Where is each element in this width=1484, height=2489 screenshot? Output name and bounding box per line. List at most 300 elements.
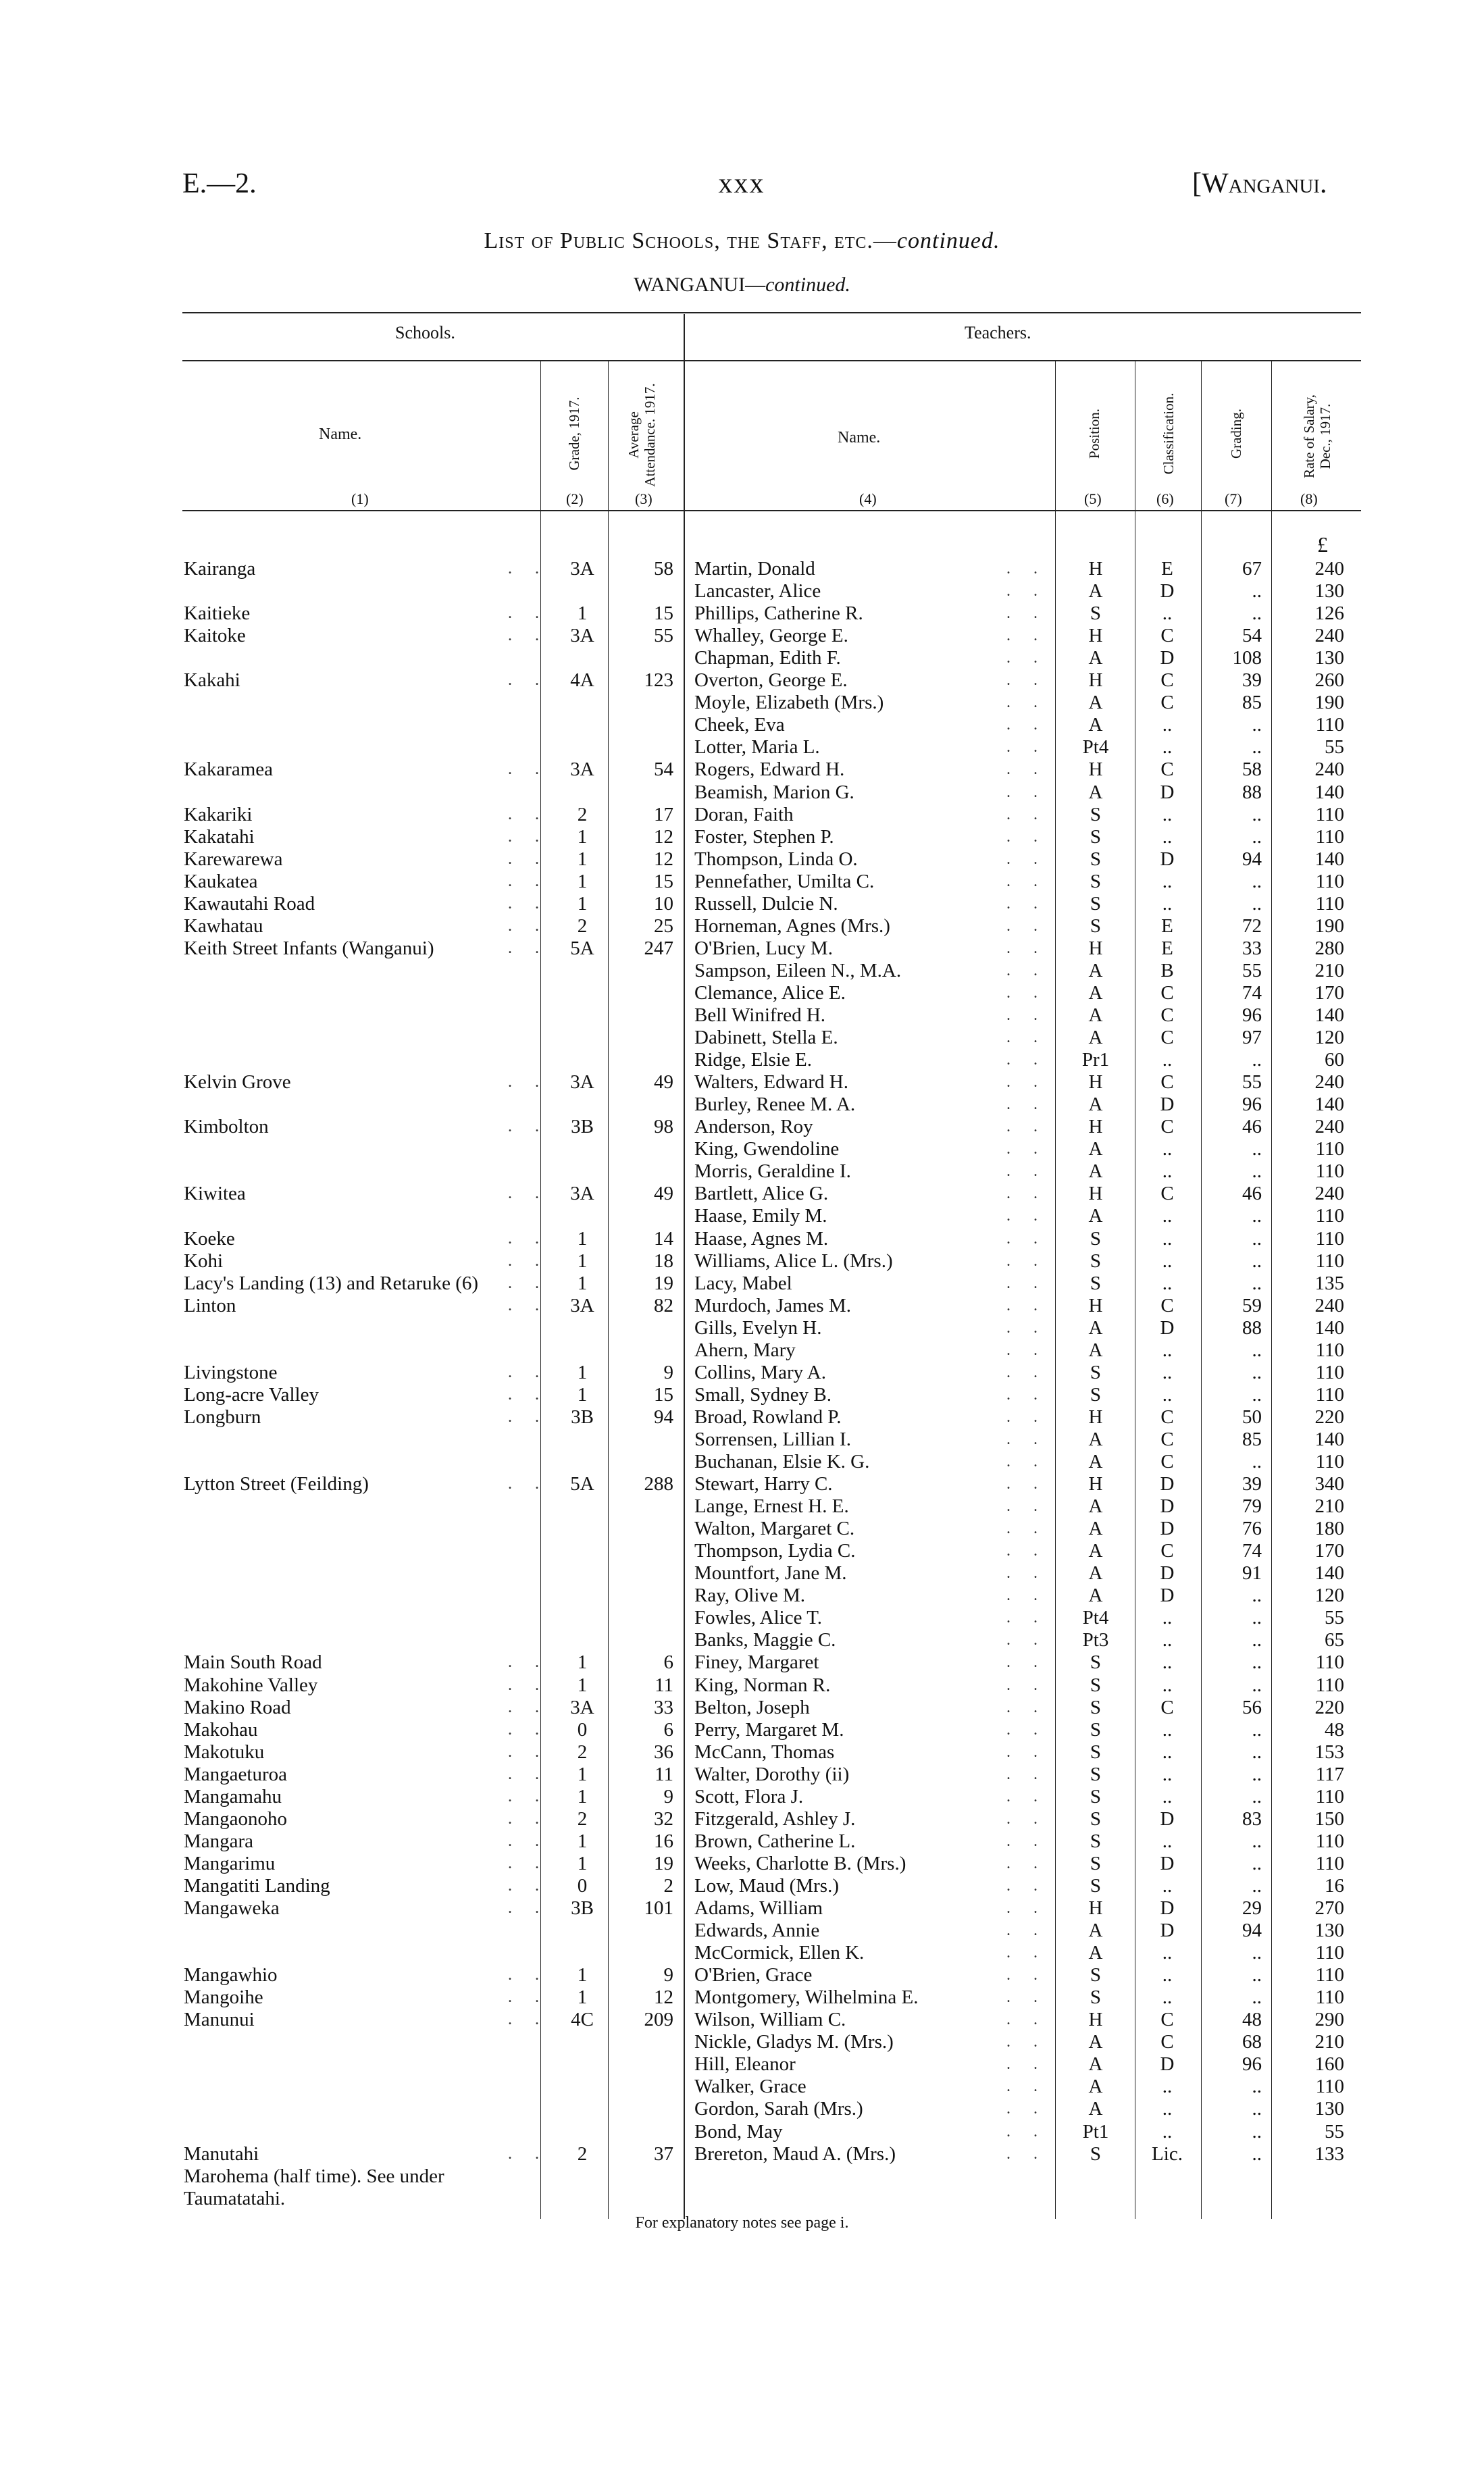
position-cell: A [1088, 1451, 1103, 1472]
teacher-name-cell: Lacy, Mabel [694, 1272, 792, 1294]
dot-leader: . . [1006, 2100, 1047, 2118]
salary-cell: 110 [1315, 892, 1344, 915]
table-row [0, 1629, 1484, 1651]
grading-cell: .. [1252, 1607, 1262, 1629]
teacher-name-cell: Bartlett, Alice G. [694, 1183, 829, 1205]
school-name-cell: Mangara [184, 1830, 254, 1852]
attendance-cell: 55 [654, 625, 673, 647]
dot-leader: . . [1006, 894, 1047, 913]
dot-leader: . . [508, 671, 548, 690]
school-name-cell: Long-acre Valley [184, 1383, 319, 1406]
salary-cell: 110 [1315, 1785, 1344, 1807]
table-row [0, 1473, 1484, 1495]
school-name-cell: Mangoihe [184, 1986, 263, 2009]
grade-cell: 3A [570, 759, 594, 781]
school-name-cell: Mangamahu [184, 1785, 282, 1807]
dot-leader: . . [508, 1743, 548, 1761]
school-name-cell: Taumatatahi. [184, 2187, 286, 2209]
salary-cell: 140 [1314, 781, 1344, 803]
dot-leader: . . [508, 894, 548, 913]
classification-cell: .. [1162, 1629, 1173, 1651]
grade-cell: 2 [577, 803, 588, 825]
position-cell: S [1090, 892, 1102, 915]
dot-leader: . . [508, 1229, 548, 1248]
teacher-name-cell: Russell, Dulcie N. [694, 892, 838, 915]
teacher-name-cell: McCormick, Ellen K. [694, 1942, 865, 1964]
dot-leader: . . [508, 560, 548, 578]
position-cell: H [1088, 625, 1103, 647]
dot-leader: . . [1006, 1296, 1047, 1314]
school-name-cell: Mangaweka [184, 1897, 280, 1919]
position-cell: A [1088, 1160, 1103, 1183]
dot-leader: . . [1006, 1029, 1047, 1047]
classification-cell: C [1160, 625, 1174, 647]
attendance-cell: 36 [654, 1741, 673, 1763]
position-cell: A [1088, 959, 1103, 981]
grade-cell: 3A [570, 625, 594, 647]
grade-cell: 1 [577, 1361, 588, 1383]
position-cell: S [1090, 915, 1102, 937]
table-row [0, 2143, 1484, 2165]
salary-cell: 110 [1315, 2076, 1344, 2098]
grading-cell: .. [1252, 1339, 1262, 1361]
position-cell: S [1090, 1383, 1102, 1406]
salary-cell: 135 [1314, 1272, 1344, 1294]
position-cell: S [1090, 1741, 1102, 1763]
teacher-name-cell: Weeks, Charlotte B. (Mrs.) [694, 1852, 906, 1874]
salary-cell: 110 [1315, 1361, 1344, 1383]
column-number-7: (7) [1225, 490, 1242, 507]
position-cell: Pt1 [1082, 2120, 1109, 2142]
table-row [0, 1295, 1484, 1317]
school-name-cell: Makotuku [184, 1741, 265, 1763]
position-cell: S [1090, 848, 1102, 870]
classification-cell: .. [1162, 1227, 1173, 1250]
grade-cell: 1 [577, 1272, 588, 1294]
classification-cell: .. [1162, 1785, 1173, 1807]
salary-cell: 120 [1314, 1027, 1344, 1049]
table-row [0, 1897, 1484, 1920]
classification-cell: D [1160, 1920, 1175, 1942]
salary-cell: 240 [1314, 625, 1344, 647]
classification-cell: .. [1162, 1674, 1173, 1696]
table-row [0, 1362, 1484, 1384]
dot-leader: . . [1006, 872, 1047, 890]
position-cell: S [1090, 2142, 1102, 2165]
position-cell: A [1088, 781, 1103, 803]
dot-leader: . . [1006, 1966, 1047, 1984]
school-name-cell: Livingstone [184, 1361, 278, 1383]
grade-cell: 1 [577, 1674, 588, 1696]
attendance-cell: 11 [655, 1763, 673, 1785]
dot-leader: . . [1006, 1988, 1047, 2007]
attendance-cell: 14 [654, 1227, 673, 1250]
dot-leader: . . [508, 2145, 548, 2163]
attendance-cell: 16 [654, 1830, 673, 1852]
school-name-header: Name. [319, 426, 362, 443]
column-number-5: (5) [1084, 490, 1102, 507]
grade-cell: 1 [577, 1227, 588, 1250]
grading-cell: .. [1252, 1942, 1262, 1964]
table-row [0, 1986, 1484, 2009]
dot-leader: . . [508, 761, 548, 779]
position-cell: S [1090, 1272, 1102, 1294]
teacher-name-cell: Banks, Maggie C. [694, 1629, 836, 1651]
teacher-name-cell: Clemance, Alice E. [694, 981, 846, 1004]
grade-cell: 1 [577, 892, 588, 915]
classification-cell: .. [1162, 870, 1173, 892]
classification-cell: C [1160, 759, 1174, 781]
page-number: E.—2. [182, 168, 257, 199]
classification-cell: D [1160, 1316, 1175, 1339]
classification-cell: E [1161, 937, 1173, 959]
grading-cell: .. [1252, 1451, 1262, 1472]
grading-cell: 46 [1242, 1116, 1262, 1138]
table-row [0, 669, 1484, 692]
grading-cell: 59 [1242, 1294, 1262, 1316]
school-name-cell: Kakariki [184, 803, 253, 825]
classification-cell: D [1160, 647, 1175, 669]
dot-leader: . . [1006, 1229, 1047, 1248]
grade-cell: 1 [577, 1785, 588, 1807]
grading-cell: .. [1252, 1785, 1262, 1807]
dot-leader: . . [1006, 917, 1047, 935]
classification-cell: C [1160, 1696, 1174, 1718]
classification-cell: C [1160, 2031, 1174, 2053]
salary-cell: 160 [1314, 2053, 1344, 2076]
teacher-name-header: Name. [838, 429, 881, 446]
table-top-rule [182, 312, 1361, 313]
dot-leader: . . [1006, 1430, 1047, 1448]
salary-cell: 240 [1314, 759, 1344, 781]
grade-cell: 1 [577, 870, 588, 892]
school-name-cell: Makohine Valley [184, 1674, 318, 1696]
teacher-name-cell: Gordon, Sarah (Mrs.) [694, 2098, 863, 2120]
dot-leader: . . [1006, 1073, 1047, 1092]
grading-cell: .. [1252, 1964, 1262, 1986]
grade-cell: 4C [571, 2009, 594, 2031]
dot-leader: . . [508, 627, 548, 645]
grade-cell: 1 [577, 1763, 588, 1785]
salary-cell: 170 [1314, 1540, 1344, 1562]
salary-cell: 140 [1314, 1004, 1344, 1026]
table-row [0, 1138, 1484, 1160]
school-name-cell: Kohi [184, 1250, 223, 1272]
teacher-name-cell: Bond, May [694, 2120, 783, 2142]
salary-cell: 140 [1314, 1428, 1344, 1450]
school-name-cell: Kakatahi [184, 825, 255, 848]
school-name-cell: Kimbolton [184, 1116, 269, 1138]
grading-cell: .. [1252, 825, 1262, 848]
salary-cell: 110 [1315, 1205, 1344, 1227]
dot-leader: . . [1006, 1876, 1047, 1895]
table-row [0, 1942, 1484, 1964]
table-row [0, 1049, 1484, 1071]
classification-cell: C [1160, 1540, 1174, 1562]
dot-leader: . . [1006, 649, 1047, 667]
classification-cell: Lic. [1152, 2142, 1183, 2165]
table-row [0, 1964, 1484, 1986]
school-name-cell: Mangaonoho [184, 1807, 288, 1830]
dot-leader: . . [1006, 1162, 1047, 1181]
table-row [0, 1830, 1484, 1853]
position-cell: A [1088, 580, 1103, 602]
teacher-name-cell: Foster, Stephen P. [694, 825, 834, 848]
table-row [0, 2165, 1484, 2188]
attendance-cell: 32 [654, 1807, 673, 1830]
table-row [0, 1160, 1484, 1183]
dot-leader: . . [1006, 582, 1047, 600]
position-cell: A [1088, 1518, 1103, 1540]
table-row [0, 1764, 1484, 1786]
dot-leader: . . [508, 917, 548, 935]
dot-leader: . . [508, 605, 548, 623]
teacher-name-cell: Walters, Edward H. [694, 1071, 848, 1094]
column-number-4: (4) [859, 490, 877, 507]
classification-cell: .. [1162, 1874, 1173, 1897]
teacher-name-cell: Chapman, Edith F. [694, 647, 841, 669]
attendance-cell: 37 [654, 2142, 673, 2165]
teacher-name-cell: Fowles, Alice T. [694, 1607, 823, 1629]
attendance-cell: 49 [654, 1183, 673, 1205]
classification-cell: C [1160, 1406, 1174, 1428]
table-row [0, 1094, 1484, 1116]
salary-cell: 290 [1314, 2009, 1344, 2031]
grading-cell: 91 [1242, 1562, 1262, 1585]
currency-symbol: £ [1317, 532, 1328, 557]
position-cell: S [1090, 1696, 1102, 1718]
dot-leader: . . [508, 1252, 548, 1270]
teacher-name-cell: Scott, Flora J. [694, 1785, 804, 1807]
section-name: [Wanganui. [1192, 168, 1327, 199]
teacher-name-cell: Doran, Faith [694, 803, 794, 825]
position-cell: Pr1 [1081, 1049, 1110, 1071]
position-cell: S [1090, 1964, 1102, 1986]
classification-cell: .. [1162, 2120, 1173, 2142]
table-row [0, 1651, 1484, 1674]
position-cell: A [1088, 2076, 1103, 2098]
page-subtitle [0, 274, 1484, 297]
teacher-name-cell: Moyle, Elizabeth (Mrs.) [694, 692, 884, 714]
dot-leader: . . [1006, 1006, 1047, 1024]
dot-leader: . . [1006, 1140, 1047, 1158]
classification-cell: C [1160, 2009, 1174, 2031]
grading-cell: .. [1252, 1138, 1262, 1160]
table-row [0, 1719, 1484, 1741]
dot-leader: . . [1006, 2122, 1047, 2140]
grading-cell: .. [1252, 892, 1262, 915]
position-cell: A [1088, 1920, 1103, 1942]
attendance-cell: 54 [654, 759, 673, 781]
page-title [0, 228, 1484, 254]
attendance-cell: 2 [663, 1874, 673, 1897]
teacher-name-cell: Gills, Evelyn H. [694, 1316, 822, 1339]
teacher-name-cell: Thompson, Linda O. [694, 848, 858, 870]
position-cell: H [1088, 2009, 1103, 2031]
grading-cell: 67 [1242, 558, 1262, 580]
dot-leader: . . [1006, 738, 1047, 756]
classification-cell: .. [1162, 714, 1173, 736]
position-cell: S [1090, 1874, 1102, 1897]
position-cell: S [1090, 825, 1102, 848]
dot-leader: . . [1006, 2078, 1047, 2096]
salary-cell: 110 [1315, 1852, 1344, 1874]
teacher-name-cell: Williams, Alice L. (Mrs.) [694, 1250, 893, 1272]
grading-cell: .. [1252, 1383, 1262, 1406]
table-row [0, 982, 1484, 1004]
classification-cell: .. [1162, 825, 1173, 848]
dot-leader: . . [508, 1854, 548, 1872]
dot-leader: . . [1006, 671, 1047, 690]
grade-cell: 3B [571, 1897, 594, 1919]
grading-cell: .. [1252, 1205, 1262, 1227]
grade-cell: 1 [577, 1830, 588, 1852]
position-cell: H [1088, 1116, 1103, 1138]
school-name-cell: Kaitoke [184, 625, 246, 647]
classification-cell: D [1160, 1495, 1175, 1518]
salary-cell: 110 [1315, 1227, 1344, 1250]
dot-leader: . . [508, 1118, 548, 1136]
grading-cell: .. [1252, 1272, 1262, 1294]
attendance-cell: 9 [663, 1785, 673, 1807]
salary-cell: 240 [1314, 558, 1344, 580]
column-number-8: (8) [1300, 490, 1318, 507]
grade-cell: 1 [577, 1383, 588, 1406]
attendance-cell: 12 [654, 848, 673, 870]
classification-header: Classification. [1160, 392, 1177, 475]
classification-cell: C [1160, 1116, 1174, 1138]
salary-cell: 210 [1314, 959, 1344, 981]
salary-cell: 110 [1315, 1339, 1344, 1361]
salary-cell: 55 [1325, 1607, 1344, 1629]
dot-leader: . . [508, 1185, 548, 1203]
dot-leader: . . [508, 1765, 548, 1783]
school-name-cell: Kawhatau [184, 915, 263, 937]
teacher-name-cell: Whalley, George E. [694, 625, 848, 647]
grading-cell: 94 [1242, 1920, 1262, 1942]
table-row [0, 602, 1484, 625]
table-row [0, 736, 1484, 759]
classification-cell: .. [1162, 2098, 1173, 2120]
salary-cell: 110 [1315, 1160, 1344, 1183]
position-cell: S [1090, 803, 1102, 825]
grading-cell: .. [1252, 1049, 1262, 1071]
position-cell: A [1088, 1428, 1103, 1450]
attendance-cell: 9 [663, 1361, 673, 1383]
school-name-cell: Kakahi [184, 669, 240, 692]
table-row [0, 1808, 1484, 1830]
teacher-name-cell: Edwards, Annie [694, 1920, 820, 1942]
table-row [0, 2098, 1484, 2120]
dot-leader: . . [1006, 560, 1047, 578]
teacher-name-cell: Buchanan, Elsie K. G. [694, 1451, 870, 1472]
classification-cell: .. [1162, 1049, 1173, 1071]
classification-cell: D [1160, 1562, 1175, 1585]
grade-cell: 1 [577, 848, 588, 870]
teacher-name-cell: Adams, William [694, 1897, 823, 1919]
salary-cell: 130 [1314, 1920, 1344, 1942]
classification-cell: .. [1162, 602, 1173, 625]
teacher-name-cell: Lotter, Maria L. [694, 736, 820, 759]
teacher-name-cell: Wilson, William C. [694, 2009, 846, 2031]
footer-note: For explanatory notes see page i. [635, 2214, 849, 2232]
grading-cell: 85 [1242, 1428, 1262, 1450]
classification-cell: C [1160, 1294, 1174, 1316]
salary-cell: 140 [1314, 1316, 1344, 1339]
position-cell: S [1090, 1250, 1102, 1272]
position-cell: S [1090, 1986, 1102, 2009]
table-row [0, 1027, 1484, 1049]
grading-cell: 79 [1242, 1495, 1262, 1518]
dot-leader: . . [1006, 1720, 1047, 1739]
teacher-name-cell: Walker, Grace [694, 2076, 807, 2098]
position-cell: S [1090, 1227, 1102, 1250]
table-row [0, 1875, 1484, 1897]
attendance-cell: 15 [654, 602, 673, 625]
dot-leader: . . [1006, 1810, 1047, 1828]
dot-leader: . . [1006, 1520, 1047, 1538]
table-row [0, 1562, 1484, 1585]
table-row [0, 2031, 1484, 2053]
teacher-name-cell: Nickle, Gladys M. (Mrs.) [694, 2031, 894, 2053]
position-cell: A [1088, 1540, 1103, 1562]
salary-cell: 48 [1325, 1718, 1344, 1741]
grading-cell: 55 [1242, 1071, 1262, 1094]
grading-cell: 96 [1242, 1004, 1262, 1026]
table-row [0, 1384, 1484, 1406]
teacher-name-cell: Collins, Mary A. [694, 1361, 826, 1383]
grading-cell: 54 [1242, 625, 1262, 647]
grading-cell: .. [1252, 602, 1262, 625]
teacher-name-cell: Sampson, Eileen N., M.A. [694, 959, 902, 981]
attendance-cell: 98 [654, 1116, 673, 1138]
position-cell: A [1088, 1138, 1103, 1160]
dot-leader: . . [1006, 850, 1047, 868]
school-name-cell: Makino Road [184, 1696, 291, 1718]
attendance-cell: 11 [655, 1674, 673, 1696]
dot-leader: . . [508, 1810, 548, 1828]
dot-leader: . . [1006, 783, 1047, 801]
classification-cell: .. [1162, 1205, 1173, 1227]
classification-cell: .. [1162, 1138, 1173, 1160]
grade-cell: 3A [570, 558, 594, 580]
teacher-name-cell: Lange, Ernest H. E. [694, 1495, 849, 1518]
subtitle-continued: continued. [765, 274, 850, 296]
table-row [0, 1741, 1484, 1764]
classification-cell: E [1161, 558, 1173, 580]
position-cell: S [1090, 1830, 1102, 1852]
grading-cell: .. [1252, 1361, 1262, 1383]
grading-cell: .. [1252, 1741, 1262, 1763]
classification-cell: C [1160, 1183, 1174, 1205]
dot-leader: . . [508, 1475, 548, 1493]
table-row [0, 1429, 1484, 1451]
dot-leader: . . [1006, 2011, 1047, 2029]
table-row [0, 558, 1484, 580]
grading-cell: .. [1252, 1674, 1262, 1696]
position-cell: Pt4 [1082, 736, 1109, 759]
salary-cell: 117 [1315, 1763, 1344, 1785]
attendance-cell: 288 [644, 1473, 673, 1495]
grading-cell: .. [1252, 1830, 1262, 1852]
salary-cell: 180 [1314, 1518, 1344, 1540]
table-row [0, 2076, 1484, 2098]
position-cell: A [1088, 2031, 1103, 2053]
position-cell: S [1090, 1807, 1102, 1830]
attendance-header: Average Attendance. 1917. [625, 383, 658, 487]
table-row [0, 1540, 1484, 1562]
grading-cell: 76 [1242, 1518, 1262, 1540]
